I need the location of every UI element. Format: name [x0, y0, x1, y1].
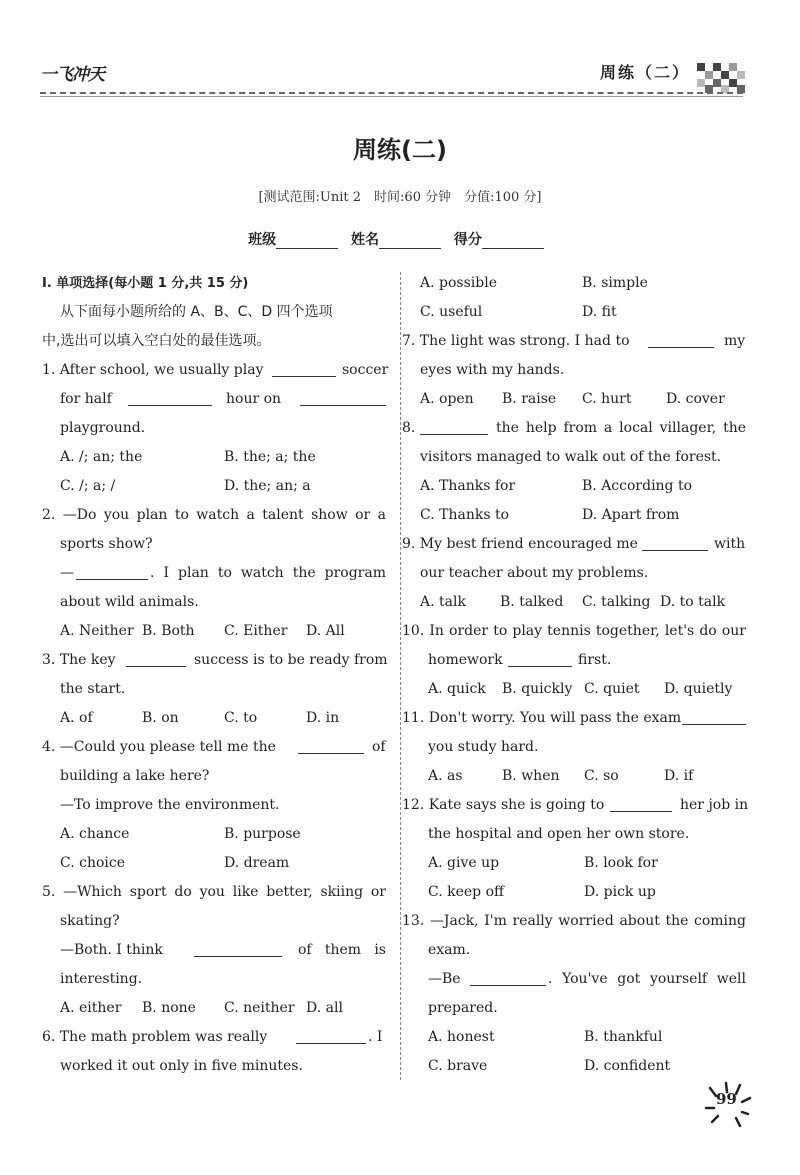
q12-option-a[interactable]: A. give up [428, 855, 500, 871]
q11-line: you study hard. [428, 739, 539, 755]
q5-line: of them is [298, 942, 386, 958]
instruction-line: 从下面每小题所给的 A、B、C、D 四个选项 [60, 304, 333, 320]
section-heading: Ⅰ. 单项选择(每小题 1 分,共 15 分) [42, 276, 249, 291]
q4-line: building a lake here? [60, 768, 210, 784]
q9-option-a[interactable]: A. talk [420, 594, 466, 610]
q12-option-d[interactable]: D. pick up [584, 884, 656, 900]
q1-option-d[interactable]: D. the; an; a [224, 478, 311, 494]
q10-line: 10. In order to play tennis together, let's do our [402, 623, 746, 639]
q5-option-a[interactable]: A. either [60, 1000, 122, 1016]
q6-option-c[interactable]: C. useful [420, 304, 483, 320]
q1-option-a[interactable]: A. /; an; the [60, 449, 143, 465]
q2-line: sports show? [60, 536, 153, 552]
q10-option-d[interactable]: D. quietly [664, 681, 733, 697]
q7-line: 7. The light was strong. I had to [402, 333, 630, 349]
q11-line: 11. Don't worry. You will pass the exam [402, 710, 682, 726]
q12-option-b[interactable]: B. look for [584, 855, 658, 871]
class-field[interactable] [276, 234, 338, 249]
q10-blank[interactable] [508, 666, 572, 667]
q4-option-c[interactable]: C. choice [60, 855, 126, 871]
q5-blank[interactable] [194, 956, 282, 957]
q6-option-b[interactable]: B. simple [582, 275, 648, 291]
q9-option-b[interactable]: B. talked [500, 594, 564, 610]
q8-blank[interactable] [420, 434, 488, 435]
q7-line: eyes with my hands. [420, 362, 565, 378]
q5-line: skating? [60, 913, 120, 929]
q6-option-a[interactable]: A. possible [420, 275, 497, 291]
q5-option-d[interactable]: D. all [306, 1000, 343, 1016]
checker-decoration [697, 63, 745, 93]
q8-option-b[interactable]: B. According to [582, 478, 693, 494]
q6-option-d[interactable]: D. fit [582, 304, 617, 320]
q13-line: exam. [428, 942, 471, 958]
q9-blank[interactable] [642, 550, 708, 551]
q9-line: with [714, 536, 746, 552]
q11-option-c[interactable]: C. so [584, 768, 619, 784]
q5-option-b[interactable]: B. none [142, 1000, 196, 1016]
q4-blank[interactable] [298, 753, 364, 754]
q3-line: success is to be ready from [194, 652, 388, 668]
q2-line: — [60, 565, 74, 581]
q6-line: 6. The math problem was really [42, 1029, 268, 1045]
q1-line: soccer [342, 362, 389, 378]
name-field[interactable] [379, 234, 441, 249]
q9-line: 9. My best friend encouraged me [402, 536, 638, 552]
q7-blank[interactable] [648, 347, 714, 348]
q2-option-d[interactable]: D. All [306, 623, 345, 639]
q13-blank[interactable] [470, 985, 546, 986]
q12-option-c[interactable]: C. keep off [428, 884, 504, 900]
q5-line: interesting. [60, 971, 143, 987]
q10-option-b[interactable]: B. quickly [502, 681, 573, 697]
q13-option-b[interactable]: B. thankful [584, 1029, 663, 1045]
q13-option-d[interactable]: D. confident [584, 1058, 671, 1074]
q2-line: 2. —Do you plan to watch a talent show or a [42, 507, 386, 523]
q8-option-c[interactable]: C. Thanks to [420, 507, 510, 523]
q2-blank[interactable] [76, 579, 148, 580]
q6-line: . I [368, 1029, 383, 1045]
score-label: 得分 [453, 232, 482, 248]
q1-blank-1[interactable] [272, 376, 336, 377]
q9-option-d[interactable]: D. to talk [660, 594, 726, 610]
q11-option-b[interactable]: B. when [502, 768, 560, 784]
q8-option-a[interactable]: A. Thanks for [420, 478, 516, 494]
q8-option-d[interactable]: D. Apart from [582, 507, 680, 523]
page-number-badge [700, 1080, 760, 1130]
q3-option-c[interactable]: C. to [224, 710, 258, 726]
q3-option-a[interactable]: A. of [60, 710, 93, 726]
q2-line: . I plan to watch the program [150, 565, 386, 581]
q8-line: 8. [402, 420, 416, 436]
q6-line: worked it out only in five minutes. [60, 1058, 303, 1074]
q1-line: for half [60, 391, 112, 407]
q10-line: homework [428, 652, 503, 668]
q13-line: . You've got yourself well [548, 971, 746, 987]
q11-option-a[interactable]: A. as [428, 768, 463, 784]
q5-line: —Both. I think [60, 942, 163, 958]
header-rule-thin [40, 96, 743, 97]
header-rule [40, 92, 743, 94]
instruction-line: 中,选出可以填入空白处的最佳选项。 [42, 333, 271, 349]
page-number: 99 [716, 1090, 737, 1108]
header-section-label: 周练（二） [600, 63, 691, 82]
student-info-row [0, 229, 800, 249]
q2-option-b[interactable]: B. Both [142, 623, 195, 639]
q3-line: the start. [60, 681, 126, 697]
q1-line: hour on [226, 391, 282, 407]
q13-line: prepared. [428, 1000, 498, 1016]
class-label: 班级 [248, 232, 277, 248]
q9-option-c[interactable]: C. talking [582, 594, 651, 610]
q4-option-d[interactable]: D. dream [224, 855, 290, 871]
q7-option-c[interactable]: C. hurt [582, 391, 632, 407]
page-title: 周练(二) [353, 136, 447, 164]
q11-option-d[interactable]: D. if [664, 768, 694, 784]
q7-line: my [724, 333, 746, 349]
q12-line: her job in [680, 797, 749, 813]
q12-line: 12. Kate says she is going to [402, 797, 605, 813]
q13-line: —Be [428, 971, 461, 987]
q10-option-a[interactable]: A. quick [428, 681, 486, 697]
score-field[interactable] [482, 234, 544, 249]
q7-option-a[interactable]: A. open [420, 391, 474, 407]
q7-option-b[interactable]: B. raise [502, 391, 557, 407]
q5-option-c[interactable]: C. neither [224, 1000, 295, 1016]
q13-option-a[interactable]: A. honest [428, 1029, 495, 1045]
q11-blank[interactable] [682, 724, 746, 725]
q1-line: playground. [60, 420, 146, 436]
q8-line: the help from a local villager, the [496, 420, 746, 436]
q12-line: the hospital and open her own store. [428, 826, 690, 842]
q5-line: 5. —Which sport do you like better, skiing or [42, 884, 386, 900]
q9-line: our teacher about my problems. [420, 565, 649, 581]
q6-blank[interactable] [296, 1043, 366, 1044]
q1-line: 1. After school, we usually play [42, 362, 264, 378]
q3-option-b[interactable]: B. on [142, 710, 179, 726]
q10-line: first. [578, 652, 612, 668]
brand-logo: 一飞冲天 [40, 65, 104, 85]
q1-option-b[interactable]: B. the; a; the [224, 449, 316, 465]
q8-line: visitors managed to walk out of the forest. [420, 449, 722, 465]
q1-blank-2[interactable] [128, 405, 212, 406]
q1-option-c[interactable]: C. /; a; / [60, 478, 116, 494]
q2-option-a[interactable]: A. Neither [60, 623, 134, 639]
q12-blank[interactable] [610, 811, 672, 812]
q13-line: 13. —Jack, I'm really worried about the coming [402, 913, 746, 929]
q1-blank-3[interactable] [300, 405, 386, 406]
q10-option-c[interactable]: C. quiet [584, 681, 640, 697]
q4-line: 4. —Could you please tell me the [42, 739, 276, 755]
q4-line: of [372, 739, 386, 755]
q13-option-c[interactable]: C. brave [428, 1058, 488, 1074]
q3-option-d[interactable]: D. in [306, 710, 340, 726]
column-divider [400, 272, 401, 1080]
q4-option-b[interactable]: B. purpose [224, 826, 301, 842]
q2-line: about wild animals. [60, 594, 199, 610]
name-label: 姓名 [351, 232, 379, 248]
q2-option-c[interactable]: C. Either [224, 623, 288, 639]
q7-option-d[interactable]: D. cover [666, 391, 725, 407]
test-scope: [测试范围:Unit 2 时间:60 分钟 分值:100 分] [258, 190, 542, 205]
q3-line: 3. The key [42, 652, 116, 668]
q4-line: —To improve the environment. [60, 797, 280, 813]
q3-blank[interactable] [126, 666, 186, 667]
q4-option-a[interactable]: A. chance [60, 826, 130, 842]
